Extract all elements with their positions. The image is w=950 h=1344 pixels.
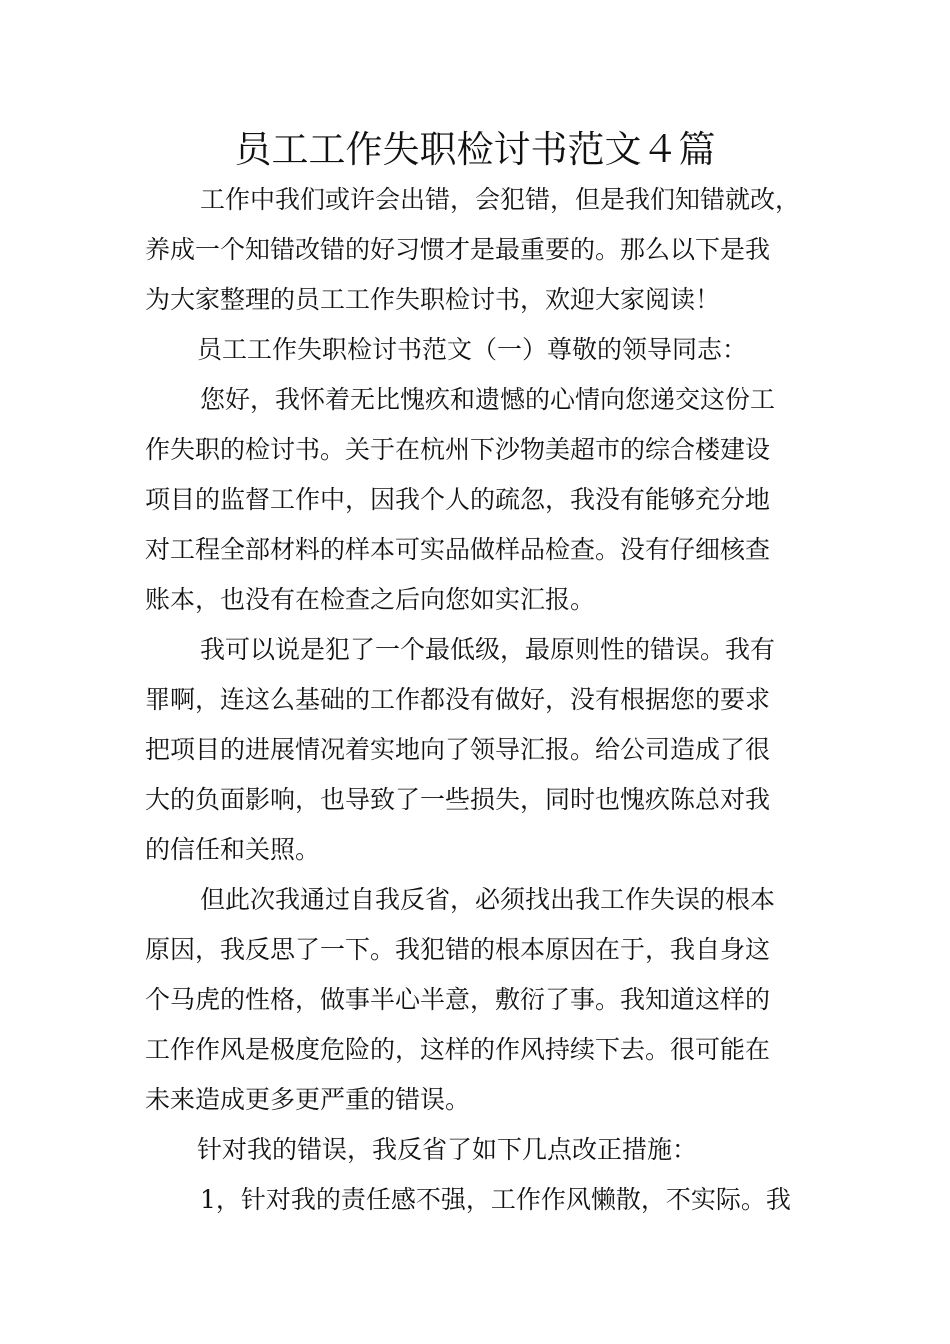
text-line: 我可以说是犯了一个最低级，最原则性的错误。我有: [200, 635, 776, 664]
text-line: 的信任和关照。: [145, 835, 321, 864]
paragraph-measure-1: [145, 1175, 825, 1225]
text-line: 对工程全部材料的样本可实品做样品检查。没有仔细核查: [145, 535, 771, 564]
text-line: 1，针对我的责任感不强，工作作风懒散，不实际。我: [200, 1185, 791, 1214]
text-line: 罪啊，连这么基础的工作都没有做好，没有根据您的要求: [145, 685, 771, 714]
text-line: 未来造成更多更严重的错误。: [145, 1085, 471, 1114]
text-line: 您好，我怀着无比愧疚和遗憾的心情向您递交这份工: [200, 385, 776, 414]
paragraph-admission: [145, 625, 825, 875]
text-line: 项目的监督工作中，因我个人的疏忽，我没有能够充分地: [145, 485, 771, 514]
text-line: 原因，我反思了一下。我犯错的根本原因在于，我自身这: [145, 935, 771, 964]
paragraph-greeting: [145, 375, 825, 625]
text-line: 账本，也没有在检查之后向您如实汇报。: [145, 585, 596, 614]
paragraph-section-heading: [145, 325, 825, 375]
text-line: 大的负面影响，也导致了一些损失，同时也愧疚陈总对我: [145, 785, 771, 814]
text-line: 员工工作失职检讨书范文（一）尊敬的领导同志：: [197, 335, 748, 364]
text-line: 工作作风是极度危险的，这样的作风持续下去。很可能在: [145, 1035, 771, 1064]
text-line: 工作中我们或许会出错，会犯错，但是我们知错就改，: [200, 185, 801, 214]
text-line: 个马虎的性格，做事半心半意，敷衍了事。我知道这样的: [145, 985, 771, 1014]
text-line: 作失职的检讨书。关于在杭州下沙物美超市的综合楼建设: [145, 435, 771, 464]
text-line: 把项目的进展情况着实地向了领导汇报。给公司造成了很: [145, 735, 771, 764]
paragraph-reflection: [145, 875, 825, 1125]
paragraph-measures-intro: [145, 1125, 825, 1175]
text-line: 为大家整理的员工工作失职检讨书，欢迎大家阅读！: [145, 285, 721, 314]
document-body: [145, 175, 825, 1225]
text-line: 养成一个知错改错的好习惯才是最重要的。那么以下是我: [145, 235, 771, 264]
document-title: 员工工作失职检讨书范文４篇: [234, 128, 716, 171]
text-line: 针对我的错误，我反省了如下几点改正措施：: [197, 1135, 698, 1164]
paragraph-intro: [145, 175, 825, 325]
text-line: 但此次我通过自我反省，必须找出我工作失误的根本: [200, 885, 776, 914]
